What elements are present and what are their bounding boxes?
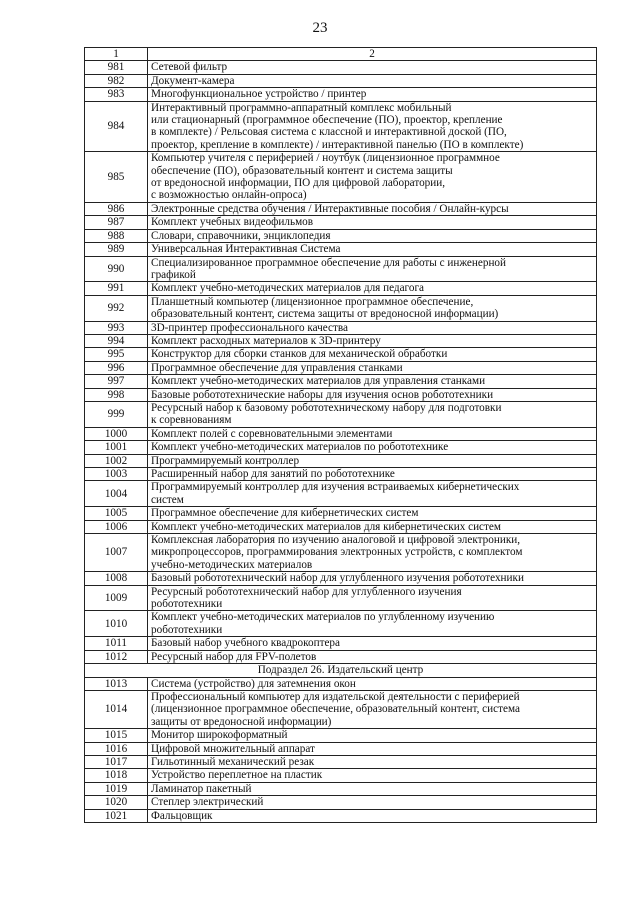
table-row	[85, 769, 597, 782]
table-row	[85, 585, 597, 611]
row-number: 998	[85, 388, 148, 401]
item-name: Комплект учебно-методических материалов по углубленному изучению робототехники	[148, 611, 597, 637]
item-name: Монитор широкоформатный	[148, 729, 597, 742]
section-heading-row	[85, 664, 597, 677]
row-number: 993	[85, 321, 148, 334]
table-row	[85, 401, 597, 427]
row-number: 1019	[85, 782, 148, 795]
row-number: 1010	[85, 611, 148, 637]
table-row	[85, 427, 597, 440]
item-name: Сетевой фильтр	[148, 61, 597, 74]
table-row	[85, 782, 597, 795]
table-row	[85, 216, 597, 229]
table-row	[85, 375, 597, 388]
item-name: Специализированное программное обеспечение для работы с инженерной графикой	[148, 256, 597, 282]
item-name: Комплект учебно-методических материалов для педагога	[148, 282, 597, 295]
item-name: Комплект расходных материалов к 3D-принтеру	[148, 334, 597, 347]
row-number: 997	[85, 375, 148, 388]
item-name: Многофункциональное устройство / принтер	[148, 88, 597, 101]
row-number: 1013	[85, 677, 148, 690]
row-number: 1004	[85, 481, 148, 507]
table-row	[85, 101, 597, 152]
item-name: Ресурсный набор для FPV-полетов	[148, 650, 597, 663]
table-row	[85, 481, 597, 507]
table-row	[85, 534, 597, 572]
row-number: 999	[85, 401, 148, 427]
row-number: 987	[85, 216, 148, 229]
table-row	[85, 809, 597, 822]
item-name: Компьютер учителя с периферией / ноутбук (лицензионное программное обеспечение (ПО), образовательный контент и система защиты от вредоносной информации, ПО для цифровой лаборатории, с возможностью онлайн-опроса)	[148, 152, 597, 203]
row-number: 988	[85, 229, 148, 242]
item-name: Устройство переплетное на пластик	[148, 769, 597, 782]
row-number: 982	[85, 74, 148, 87]
table-row	[85, 729, 597, 742]
item-name: Базовый набор учебного квадрокоптера	[148, 637, 597, 650]
row-number: 1001	[85, 441, 148, 454]
item-name: Программируемый контроллер для изучения встраиваемых кибернетических систем	[148, 481, 597, 507]
row-number: 985	[85, 152, 148, 203]
row-number: 992	[85, 295, 148, 321]
column-header-number: 1	[85, 48, 148, 61]
table-row	[85, 295, 597, 321]
table-row	[85, 611, 597, 637]
page-number: 23	[312, 20, 328, 36]
item-name: Гильотинный механический резак	[148, 755, 597, 768]
row-number: 994	[85, 334, 148, 347]
table-row	[85, 755, 597, 768]
item-name: Ресурсный набор к базовому робототехническому набору для подготовки к соревнованиям	[148, 401, 597, 427]
item-name: Расширенный набор для занятий по робототехнике	[148, 468, 597, 481]
row-number: 1020	[85, 796, 148, 809]
table-row	[85, 348, 597, 361]
table-row	[85, 796, 597, 809]
table-row	[85, 637, 597, 650]
row-number: 1015	[85, 729, 148, 742]
item-name: Документ-камера	[148, 74, 597, 87]
item-name: Базовый робототехнический набор для углубленного изучения робототехники	[148, 572, 597, 585]
item-name: Комплект учебно-методических материалов для кибернетических систем	[148, 520, 597, 533]
row-number: 1012	[85, 650, 148, 663]
item-name: Комплексная лаборатория по изучению аналоговой и цифровой электроники, микропроцессоров, программирования электронных устройств, с комплектом учебно-методических материалов	[148, 534, 597, 572]
row-number: 986	[85, 202, 148, 215]
item-name: Степлер электрический	[148, 796, 597, 809]
item-name: Программируемый контроллер	[148, 454, 597, 467]
item-name: Программное обеспечение для кибернетических систем	[148, 507, 597, 520]
table-row	[85, 61, 597, 74]
item-name: Ламинатор пакетный	[148, 782, 597, 795]
column-header-name: 2	[148, 48, 597, 61]
item-name: 3D-принтер профессионального качества	[148, 321, 597, 334]
table-row	[85, 334, 597, 347]
item-name: Планшетный компьютер (лицензионное программное обеспечение, образовательный контент, система защиты от вредоносной информации)	[148, 295, 597, 321]
row-number: 1005	[85, 507, 148, 520]
item-name: Комплект учебно-методических материалов для управления станками	[148, 375, 597, 388]
table-row	[85, 388, 597, 401]
item-name: Профессиональный компьютер для издательской деятельности с периферией (лицензионное программное обеспечение, образовательный контент, система защиты от вредоносной информации)	[148, 690, 597, 728]
row-number: 1002	[85, 454, 148, 467]
item-name: Программное обеспечение для управления станками	[148, 361, 597, 374]
row-number: 996	[85, 361, 148, 374]
row-number: 1007	[85, 534, 148, 572]
item-name: Комплект полей с соревновательными элементами	[148, 427, 597, 440]
table-row	[85, 468, 597, 481]
table-row	[85, 152, 597, 203]
table-row	[85, 229, 597, 242]
table-row	[85, 202, 597, 215]
item-name: Конструктор для сборки станков для механической обработки	[148, 348, 597, 361]
row-number: 989	[85, 243, 148, 256]
row-number: 1017	[85, 755, 148, 768]
item-name: Ресурсный робототехнический набор для углубленного изучения робототехники	[148, 585, 597, 611]
section-heading: Подраздел 26. Издательский центр	[85, 664, 597, 677]
item-name: Комплект учебно-методических материалов по робототехнике	[148, 441, 597, 454]
item-name: Комплект учебных видеофильмов	[148, 216, 597, 229]
item-name: Интерактивный программно-аппаратный комплекс мобильный или стационарный (программное обеспечение (ПО), проектор, крепление в комплекте) / Рельсовая система с классной и интерактивной доской (ПО, проектор, крепление в комплекте) / интерактивной панелью (ПО в комплекте)	[148, 101, 597, 152]
table-row	[85, 520, 597, 533]
row-number: 995	[85, 348, 148, 361]
item-name: Система (устройство) для затемнения окон	[148, 677, 597, 690]
row-number: 1014	[85, 690, 148, 728]
table-row	[85, 282, 597, 295]
table-row	[85, 454, 597, 467]
row-number: 981	[85, 61, 148, 74]
table-row	[85, 88, 597, 101]
item-name: Словари, справочники, энциклопедия	[148, 229, 597, 242]
item-name: Цифровой множительный аппарат	[148, 742, 597, 755]
row-number: 984	[85, 101, 148, 152]
row-number: 1011	[85, 637, 148, 650]
table-row	[85, 650, 597, 663]
table-row	[85, 677, 597, 690]
table-row	[85, 441, 597, 454]
row-number: 1000	[85, 427, 148, 440]
item-name: Универсальная Интерактивная Система	[148, 243, 597, 256]
row-number: 1016	[85, 742, 148, 755]
table-row	[85, 74, 597, 87]
row-number: 991	[85, 282, 148, 295]
table-row	[85, 321, 597, 334]
table-row	[85, 256, 597, 282]
equipment-table	[84, 47, 597, 823]
item-name: Фальцовщик	[148, 809, 597, 822]
item-name: Базовые робототехнические наборы для изучения основ робототехники	[148, 388, 597, 401]
row-number: 1008	[85, 572, 148, 585]
row-number: 1006	[85, 520, 148, 533]
table-row	[85, 507, 597, 520]
table-header-row	[85, 48, 597, 61]
row-number: 1018	[85, 769, 148, 782]
table-row	[85, 361, 597, 374]
row-number: 990	[85, 256, 148, 282]
row-number: 983	[85, 88, 148, 101]
row-number: 1003	[85, 468, 148, 481]
table-row	[85, 572, 597, 585]
table-row	[85, 243, 597, 256]
row-number: 1021	[85, 809, 148, 822]
table-row	[85, 690, 597, 728]
item-name: Электронные средства обучения / Интерактивные пособия / Онлайн-курсы	[148, 202, 597, 215]
table-row	[85, 742, 597, 755]
row-number: 1009	[85, 585, 148, 611]
